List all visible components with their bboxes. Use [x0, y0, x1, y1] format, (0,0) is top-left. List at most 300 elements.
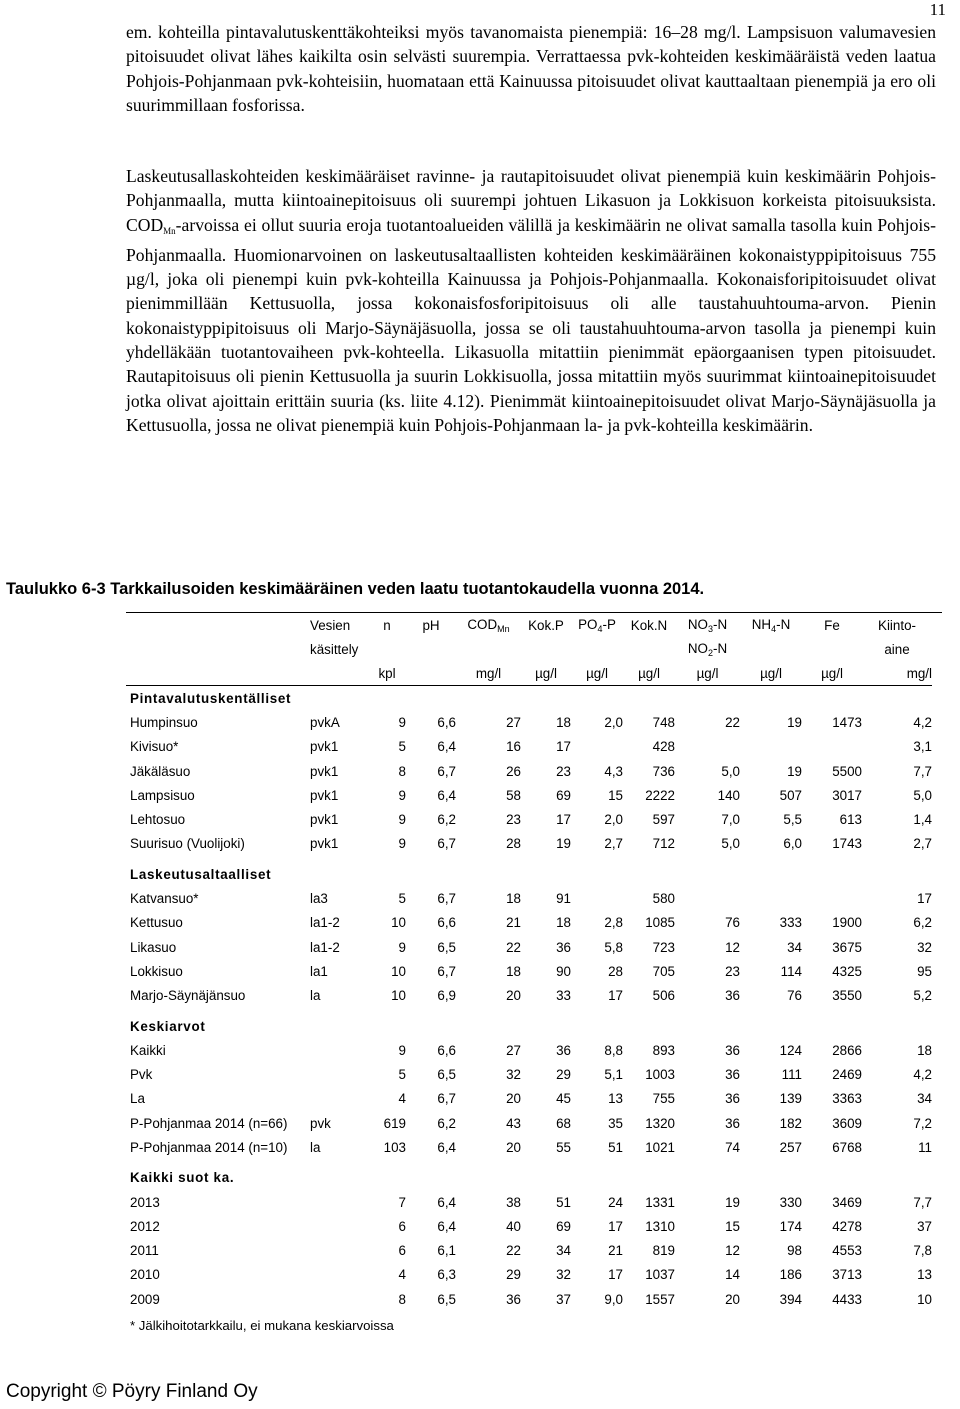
- table-cell: 6,2: [913, 915, 932, 931]
- table-cell: 15: [608, 787, 623, 803]
- table-cell: 1003: [645, 1067, 675, 1083]
- table-cell: 19: [787, 763, 802, 779]
- table-cell: 17: [556, 739, 571, 755]
- table-footnote: * Jälkihoitotarkkailu, ei mukana keskiarvoissa: [130, 1318, 394, 1333]
- table-cell: 4433: [832, 1291, 862, 1307]
- row-type: pvk1: [310, 812, 339, 828]
- table-cell: [571, 886, 623, 910]
- table-row: [126, 832, 932, 856]
- table-cell: 98: [787, 1243, 802, 1259]
- row-label: P-Pohjanmaa 2014 (n=10): [130, 1139, 288, 1155]
- table-cell: 1331: [645, 1194, 675, 1210]
- table-cell: 36: [556, 939, 571, 955]
- table-cell: 18: [917, 1042, 932, 1058]
- table-cell: 5,8: [604, 939, 623, 955]
- table-cell: 9: [398, 836, 406, 852]
- table-cell: 27: [506, 1042, 521, 1058]
- table-cell: 5: [398, 891, 406, 907]
- row-type: [310, 1038, 368, 1062]
- table-cell: 22: [506, 939, 521, 955]
- header-kokn: Kok.N: [630, 617, 668, 633]
- table-cell: 74: [725, 1139, 740, 1155]
- table-cell: 257: [779, 1139, 802, 1155]
- row-label: Humpinsuo: [130, 714, 198, 730]
- table-cell: 124: [779, 1042, 802, 1058]
- header-nh4: [740, 613, 802, 637]
- table-cell: 18: [556, 714, 571, 730]
- row-type: pvk1: [310, 763, 339, 779]
- table-cell: 619: [383, 1115, 406, 1131]
- header-fe: Fe: [824, 617, 840, 633]
- table-row: [126, 935, 932, 959]
- table-cell: 45: [556, 1091, 571, 1107]
- table-cell: 32: [556, 1267, 571, 1283]
- table-row: [126, 1111, 932, 1135]
- table-cell: 14: [725, 1267, 740, 1283]
- table-cell: 8: [398, 1291, 406, 1307]
- table-cell: 2,7: [604, 836, 623, 852]
- header-po4: [571, 613, 623, 637]
- table-cell: 33: [556, 988, 571, 1004]
- row-type: la1: [310, 963, 328, 979]
- table-cell: 1900: [832, 915, 862, 931]
- table-cell: 23: [506, 812, 521, 828]
- table-cell: 5,0: [721, 763, 740, 779]
- table-cell: 7,2: [913, 1115, 932, 1131]
- table-cell: [802, 886, 862, 910]
- row-label: Lokkisuo: [130, 963, 183, 979]
- table-cell: 5,5: [783, 812, 802, 828]
- table-cell: 9: [398, 939, 406, 955]
- table-cell: 24: [608, 1194, 623, 1210]
- table-cell: 29: [506, 1267, 521, 1283]
- row-type: pvk1: [310, 739, 339, 755]
- table-cell: 613: [839, 812, 862, 828]
- table-cell: 6,4: [437, 1218, 456, 1234]
- table-cell: 5,1: [604, 1067, 623, 1083]
- table-cell: 597: [652, 812, 675, 828]
- table-cell: 28: [608, 963, 623, 979]
- table-cell: 7: [398, 1194, 406, 1210]
- row-type: la1-2: [310, 915, 340, 931]
- row-type: [310, 1062, 368, 1086]
- table-cell: 182: [779, 1115, 802, 1131]
- header-no2: [675, 637, 740, 661]
- header-no3-suffix: -N: [712, 616, 728, 632]
- table-cell: 394: [779, 1291, 802, 1307]
- table-cell: 5: [398, 1067, 406, 1083]
- table-cell: 3363: [832, 1091, 862, 1107]
- table-cell: 3469: [832, 1194, 862, 1210]
- table-cell: 6,7: [437, 836, 456, 852]
- table-cell: 2469: [832, 1067, 862, 1083]
- table-cell: 6,6: [437, 1042, 456, 1058]
- table-cell: 7,7: [913, 763, 932, 779]
- table-cell: 51: [608, 1139, 623, 1155]
- table-caption: Taulukko 6-3 Tarkkailusoiden keskimääräinen veden laatu tuotantokaudella vuonna 2014.: [6, 580, 705, 598]
- header-nh4-suffix: -N: [776, 616, 791, 632]
- paragraph-2-part-1: Laskeutusallaskohteiden keskimääräiset ravinne- ja rautapitoisuudet olivat pienempiä kuin keskimäärin Pohjois-Pohjanmaalla, mutta kiintoainepitoisuus oli suurempi johtuen Likasuon ja Lokkisuon korkeista pitoisuuksista. COD: [126, 166, 936, 235]
- table-cell: 6768: [832, 1139, 862, 1155]
- table-cell: 6,5: [437, 1291, 456, 1307]
- table-cell: 5500: [832, 763, 862, 779]
- table-cell: 29: [556, 1067, 571, 1083]
- cod-subscript: Mn: [163, 225, 176, 236]
- table-cell: 4: [398, 1091, 406, 1107]
- table-row: [126, 911, 932, 935]
- table-cell: 13: [917, 1267, 932, 1283]
- table-cell: 26: [506, 763, 521, 779]
- table-cell: 27: [506, 714, 521, 730]
- unit-no3: µg/l: [696, 665, 719, 681]
- table-cell: 36: [506, 1291, 521, 1307]
- table-cell: 6,2: [437, 812, 456, 828]
- header-po4-suffix: -P: [602, 616, 616, 632]
- table-cell: 506: [652, 988, 675, 1004]
- table-cell: 103: [383, 1139, 406, 1155]
- table-cell: 69: [556, 1218, 571, 1234]
- table-cell: 37: [556, 1291, 571, 1307]
- row-label: Pvk: [130, 1067, 153, 1083]
- table-cell: 6,5: [437, 939, 456, 955]
- row-type: pvkA: [310, 714, 340, 730]
- table-cell: 18: [506, 891, 521, 907]
- row-label: Suurisuo (Vuolijoki): [130, 836, 245, 852]
- unit-cod: mg/l: [475, 665, 502, 681]
- paragraph-2-part-2: -arvoissa ei ollut suuria eroja tuotantoalueiden välillä ja keskimäärin ne olivat samalla tasolla kuin Pohjois-Pohjanmaalla. Huomionarvoinen on laskeutusaltaallisten kohteiden keskimääräinen kokonaistyppipitoisuus 755 µg/l, joka oli pienempi kuin pvk-kohteilla Kainuussa ja Pohjois-Pohjanmaalla. Kokonaisforipitoisuudet olivat pienimmillään Kettusuolla, jossa kokonaisfosforipitoisuus oli alle taustahuuhtouma-arvon. Pienin kokonaistyppipitoisuus oli Marjo-Säynäjäsuolla, jossa se oli taustahuuhtouma-arvon tasolla ja pienempi kuin yhdelläkään tuotantovaiheen pvk-kohteella. Likasuolla mitattiin pienimmät epäorgaanisen typen pitoisuudet. Rautapitoisuus oli pienin Kettusuolla ja suurin Lokkisuolla, jossa mitattiin myös suurimmat kiintoainepitoisuudet jotka olivat ajoittain erittäin suuria (ks. liite 4.12). Pienimmät kiintoainepitoisuudet olivat Marjo-Säynäjäsuolla ja Kettusuolla, jossa ne olivat pienempiä kuin Pohjois-Pohjanmaan la- ja pvk-kohteilla keskimäärin.: [126, 214, 936, 435]
- row-label: P-Pohjanmaa 2014 (n=66): [130, 1115, 288, 1131]
- row-label: Jäkäläsuo: [130, 763, 191, 779]
- table-cell: 2866: [832, 1042, 862, 1058]
- unit-n: kpl: [378, 665, 396, 681]
- table-row: [126, 1214, 932, 1238]
- table-cell: 19: [787, 714, 802, 730]
- table-cell: 34: [787, 939, 802, 955]
- table-cell: 6,7: [437, 763, 456, 779]
- table-cell: 5,0: [913, 787, 932, 803]
- header-vesien: Vesien: [310, 617, 351, 633]
- table-cell: 8,8: [604, 1042, 623, 1058]
- table-cell: 18: [506, 963, 521, 979]
- table-cell: 37: [917, 1218, 932, 1234]
- table-cell: 723: [652, 939, 675, 955]
- table-cell: [740, 735, 802, 759]
- table-cell: 20: [506, 988, 521, 1004]
- row-label: Katvansuo*: [130, 891, 199, 907]
- table-cell: 4325: [832, 963, 862, 979]
- table-row: [126, 984, 932, 1008]
- table-cell: 1085: [645, 915, 675, 931]
- table-cell: 3017: [832, 787, 862, 803]
- table-cell: 55: [556, 1139, 571, 1155]
- unit-fe: µg/l: [821, 665, 843, 681]
- table-cell: 6: [398, 1218, 406, 1234]
- table-cell: 174: [779, 1218, 802, 1234]
- table-row: [126, 886, 932, 910]
- table-cell: 428: [652, 739, 675, 755]
- table-header-row-1: [126, 613, 932, 637]
- table-cell: 10: [391, 988, 406, 1004]
- row-type: pvk1: [310, 787, 339, 803]
- table-cell: 114: [780, 963, 802, 979]
- table-cell: 10: [917, 1291, 932, 1307]
- table-cell: 507: [779, 787, 802, 803]
- table-cell: 58: [506, 787, 521, 803]
- table-cell: 1743: [832, 836, 862, 852]
- header-po4-text: PO: [578, 616, 598, 632]
- table-cell: 4,3: [604, 763, 623, 779]
- table-cell: 893: [652, 1042, 675, 1058]
- table-cell: 40: [506, 1218, 521, 1234]
- table-cell: 6,4: [437, 787, 456, 803]
- table-cell: 6,4: [437, 1139, 456, 1155]
- table-cell: 17: [917, 891, 932, 907]
- header-n: n: [383, 617, 391, 633]
- table-cell: 6,4: [437, 1194, 456, 1210]
- table-cell: 6,6: [437, 714, 456, 730]
- table-cell: 20: [506, 1139, 521, 1155]
- table-cell: 4: [398, 1267, 406, 1283]
- table-cell: 36: [725, 988, 740, 1004]
- table-cell: 6,7: [437, 891, 456, 907]
- table-cell: 32: [506, 1067, 521, 1083]
- table-row: [126, 1287, 932, 1311]
- header-nh4-text: NH: [751, 616, 772, 632]
- table-cell: 7,0: [721, 812, 740, 828]
- table-cell: 2,7: [913, 836, 932, 852]
- table-cell: 1557: [645, 1291, 675, 1307]
- section-title-row: [126, 1014, 932, 1038]
- header-no2-text: NO: [687, 640, 708, 656]
- paragraph-2: [126, 164, 936, 437]
- table-cell: 43: [506, 1115, 521, 1131]
- table-cell: 36: [725, 1091, 740, 1107]
- header-po4-sub: 4: [597, 623, 603, 634]
- row-label: La: [130, 1091, 145, 1107]
- row-type: [310, 1263, 368, 1287]
- table-cell: 91: [556, 891, 571, 907]
- table-cell: 36: [725, 1042, 740, 1058]
- table-row: [126, 1190, 932, 1214]
- row-label: 2010: [130, 1267, 160, 1283]
- table-cell: 4553: [832, 1243, 862, 1259]
- table-cell: 5,2: [913, 988, 932, 1004]
- table-cell: [571, 735, 623, 759]
- row-type: pvk1: [310, 836, 339, 852]
- table-cell: 12: [725, 939, 740, 955]
- table-row: [126, 1038, 932, 1062]
- table-cell: 705: [652, 963, 675, 979]
- section-title: Kaikki suot ka.: [130, 1170, 235, 1186]
- table-cell: 6,5: [437, 1067, 456, 1083]
- header-aine: aine: [884, 641, 910, 657]
- row-label: 2009: [130, 1291, 160, 1307]
- table-cell: 4,2: [913, 1067, 932, 1083]
- row-label: 2013: [130, 1194, 160, 1210]
- unit-nh4: µg/l: [760, 665, 782, 681]
- table-cell: 6: [398, 1243, 406, 1259]
- section-title: Pintavalutuskentälliset: [126, 686, 932, 711]
- row-label: Marjo-Säynäjänsuo: [130, 988, 246, 1004]
- row-label: Lehtosuo: [130, 812, 186, 828]
- row-type: [310, 1239, 368, 1263]
- table-cell: 3713: [832, 1267, 862, 1283]
- table-cell: 6,6: [437, 915, 456, 931]
- table-cell: 9: [398, 1042, 406, 1058]
- table-cell: 9: [398, 714, 406, 730]
- header-nh4-sub: 4: [771, 623, 777, 634]
- table-row: [126, 1135, 932, 1159]
- table-cell: 10: [391, 915, 406, 931]
- table-cell: 6,1: [437, 1243, 456, 1259]
- header-cod-sub: Mn: [497, 623, 510, 634]
- table-row: [126, 1239, 932, 1263]
- table-cell: 6,4: [437, 739, 456, 755]
- table-cell: 13: [608, 1091, 623, 1107]
- header-kiinto: Kiinto-: [878, 617, 916, 633]
- table-row: [126, 759, 932, 783]
- table-cell: 2,0: [604, 812, 623, 828]
- table-cell: 6,7: [437, 1091, 456, 1107]
- table-header-row-2: [126, 637, 932, 661]
- table-cell: 140: [717, 787, 740, 803]
- table-cell: 20: [506, 1091, 521, 1107]
- paragraph-1: em. kohteilla pintavalutuskenttäkohteiksi myös tavanomaista pienempiä: 16–28 mg/l. Lampsisuon valumavesien pitoisuudet olivat lähes kaikilta osin selvästi suurempia. Verrattaessa pvk-kohteiden keskimääräistä veden laatua Pohjois-Pohjanmaan pvk-kohteisiin, huomataan että Kainuussa pitoisuudet olivat kauttaaltaan pienempiä ja ero oli suurimmillaan fosforissa.: [126, 22, 936, 115]
- table-cell: 3675: [832, 939, 862, 955]
- table-cell: 748: [652, 714, 675, 730]
- table-cell: 755: [652, 1091, 675, 1107]
- table-cell: 21: [608, 1243, 623, 1259]
- table-row: [126, 1263, 932, 1287]
- table-cell: 7,8: [913, 1243, 932, 1259]
- table-cell: 22: [725, 714, 740, 730]
- table-cell: 1,4: [913, 812, 932, 828]
- table-cell: 1037: [645, 1267, 675, 1283]
- table-cell: 17: [608, 988, 623, 1004]
- header-no2-suffix: -N: [712, 640, 728, 656]
- table-cell: 1310: [645, 1218, 675, 1234]
- table-cell: 8: [398, 763, 406, 779]
- table-cell: 90: [556, 963, 571, 979]
- table-cell: 5: [398, 739, 406, 755]
- table-cell: 3609: [832, 1115, 862, 1131]
- row-type: la1-2: [310, 939, 340, 955]
- row-type: la3: [310, 891, 328, 907]
- section-title: Laskeutusaltaalliset: [130, 866, 272, 882]
- table-cell: [675, 886, 740, 910]
- unit-po4: µg/l: [586, 665, 608, 681]
- table-cell: 17: [608, 1218, 623, 1234]
- table-row: [126, 735, 932, 759]
- table-cell: 76: [787, 988, 802, 1004]
- table-cell: 580: [652, 891, 675, 907]
- row-label: 2012: [130, 1218, 160, 1234]
- table-cell: 28: [506, 836, 521, 852]
- table-cell: 11: [918, 1139, 932, 1155]
- table-cell: 5,0: [721, 836, 740, 852]
- table-cell: 712: [652, 836, 675, 852]
- table-row: [126, 959, 932, 983]
- table-cell: 1021: [645, 1139, 675, 1155]
- table-cell: 3550: [832, 988, 862, 1004]
- table-cell: 69: [556, 787, 571, 803]
- table-cell: 6,9: [437, 988, 456, 1004]
- header-no3: [675, 613, 740, 637]
- table-cell: 4278: [832, 1218, 862, 1234]
- table-cell: 18: [556, 915, 571, 931]
- table-cell: 23: [556, 763, 571, 779]
- table-cell: 10: [391, 963, 406, 979]
- section-title: Keskiarvot: [130, 1018, 206, 1034]
- table-cell: 2222: [645, 787, 675, 803]
- table-cell: 23: [725, 963, 740, 979]
- row-type: [310, 1287, 368, 1311]
- section-title-row: [126, 686, 932, 711]
- table-cell: 22: [506, 1243, 521, 1259]
- table-cell: 333: [779, 915, 802, 931]
- row-type: [310, 1214, 368, 1238]
- table-cell: 7,7: [913, 1194, 932, 1210]
- table-row: [126, 1087, 932, 1111]
- table-cell: 6,0: [783, 836, 802, 852]
- water-quality-table: [126, 612, 942, 1311]
- table-cell: 16: [506, 739, 521, 755]
- table-cell: 35: [608, 1115, 623, 1131]
- table-cell: 51: [556, 1194, 571, 1210]
- table-cell: 4,2: [913, 714, 932, 730]
- header-no2-sub: 2: [707, 647, 713, 658]
- table-cell: 12: [725, 1243, 740, 1259]
- table-cell: 186: [779, 1267, 802, 1283]
- table-cell: 76: [725, 915, 740, 931]
- table-cell: 36: [725, 1067, 740, 1083]
- table-cell: 3,1: [913, 739, 932, 755]
- header-cod-text: COD: [467, 616, 498, 632]
- table-cell: 36: [556, 1042, 571, 1058]
- table-cell: [675, 735, 740, 759]
- table-cell: 6,7: [437, 963, 456, 979]
- table-cell: 17: [608, 1267, 623, 1283]
- row-label: Likasuo: [130, 939, 177, 955]
- table-cell: [740, 886, 802, 910]
- table-cell: 68: [556, 1115, 571, 1131]
- table-cell: 20: [725, 1291, 740, 1307]
- table-cell: 1320: [645, 1115, 675, 1131]
- table-cell: 32: [917, 939, 932, 955]
- table-cell: 736: [652, 763, 675, 779]
- table-cell: 36: [725, 1115, 740, 1131]
- row-type: la: [310, 1139, 321, 1155]
- section-title-row: [126, 1166, 932, 1190]
- table-cell: 6,2: [437, 1115, 456, 1131]
- table-cell: 15: [725, 1218, 740, 1234]
- table-cell: 819: [652, 1243, 675, 1259]
- header-ph: pH: [422, 617, 440, 633]
- row-label: 2011: [130, 1243, 159, 1259]
- table-cell: [802, 735, 862, 759]
- table-row: [126, 783, 932, 807]
- table-cell: 9: [398, 812, 406, 828]
- table-cell: 6,3: [437, 1267, 456, 1283]
- table-cell: 38: [506, 1194, 521, 1210]
- row-type: pvk: [310, 1115, 331, 1131]
- table-cell: 2,0: [604, 714, 623, 730]
- header-kokp: Kok.P: [528, 617, 564, 633]
- table-cell: 21: [506, 915, 521, 931]
- section-title-row: [126, 862, 932, 886]
- table-cell: 111: [781, 1067, 802, 1083]
- table-cell: 330: [779, 1194, 802, 1210]
